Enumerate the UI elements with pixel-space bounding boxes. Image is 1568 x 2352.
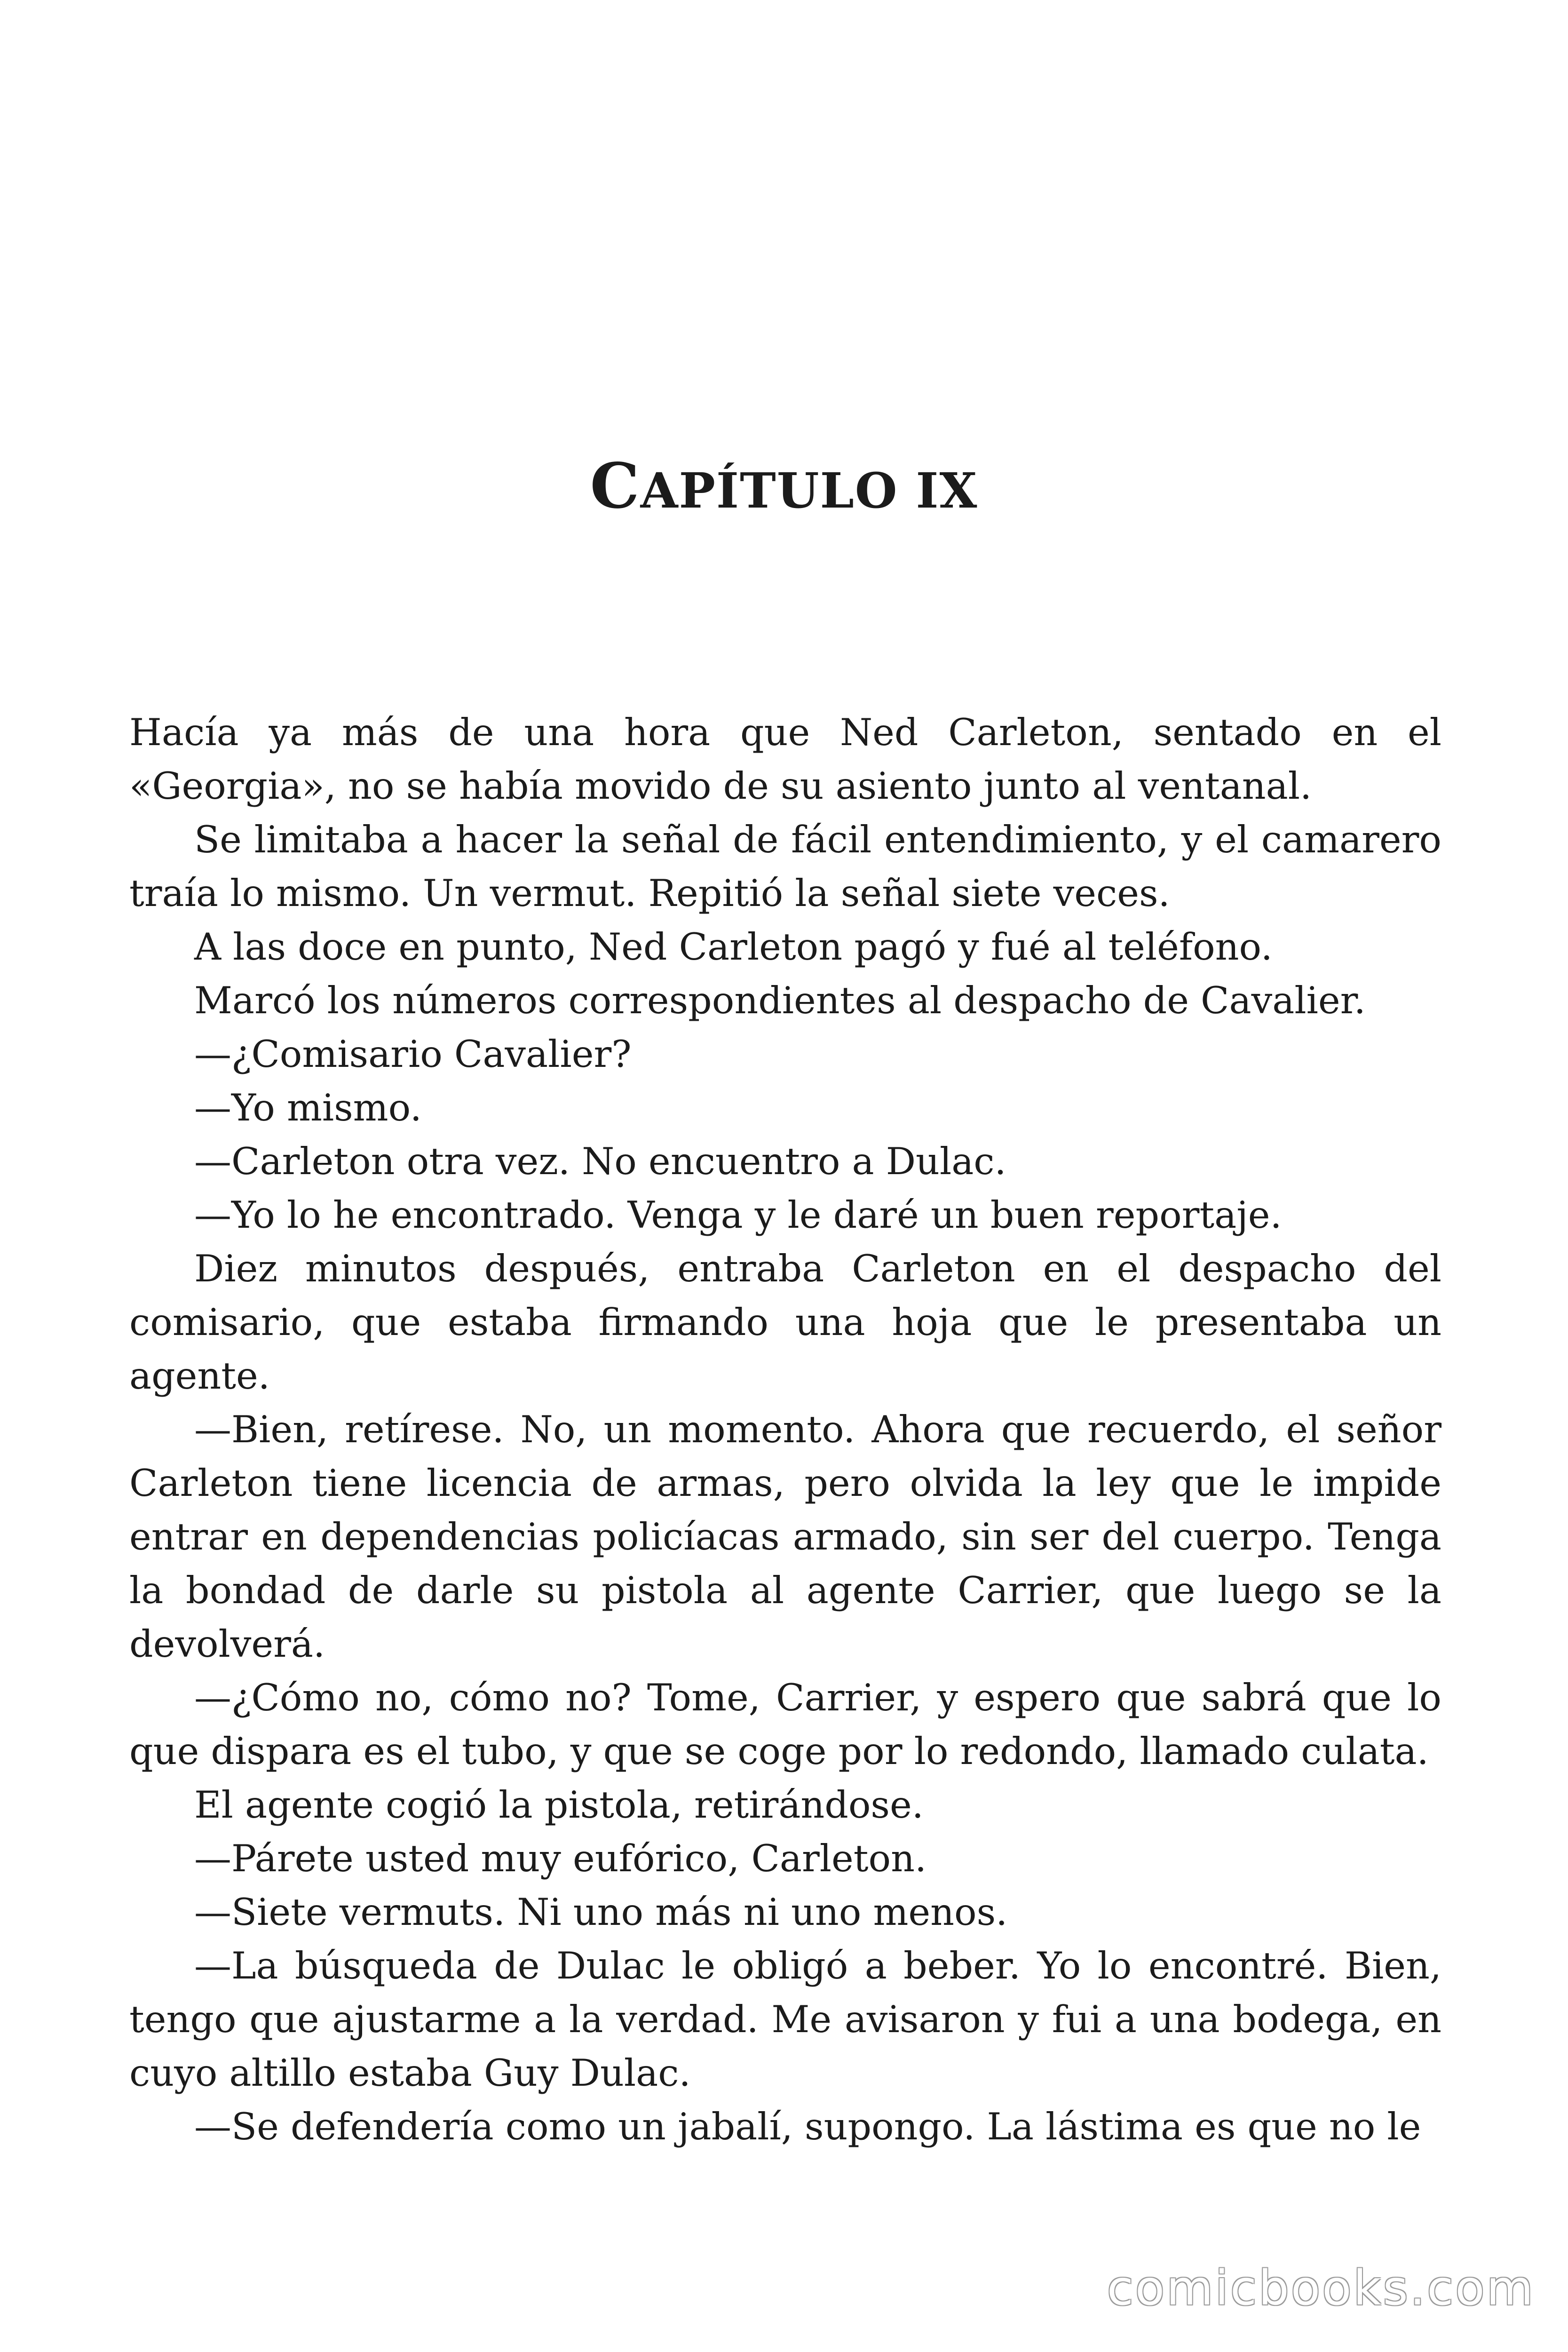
dialogue-line: —¿Cómo no, cómo no? Tome, Carrier, y espero que sabrá que lo que dispara es el tubo, y que se coge por lo redondo, llamado culata. — [129, 1676, 1441, 1773]
paragraph: A las doce en punto, Ned Carleton pagó y fué al teléfono. — [194, 925, 1273, 969]
chapter-body — [129, 706, 1441, 2153]
paragraph: Hacía ya más de una hora que Ned Carleton, sentado en el «Georgia», no se había movido de su asiento junto al ventanal. — [129, 711, 1441, 808]
dialogue-line: —Párete usted muy eufórico, Carleton. — [194, 1837, 927, 1880]
chapter-title-cap: C — [590, 450, 641, 523]
dialogue-line: —Yo lo he encontrado. Venga y le daré un buen reportaje. — [194, 1193, 1282, 1237]
dialogue-line: —Siete vermuts. Ni uno más ni uno menos. — [194, 1891, 1008, 1934]
dialogue-line: —Bien, retírese. No, un momento. Ahora que recuerdo, el señor Carleton tiene licencia de armas, pero olvida la ley que le impide entrar en dependencias policíacas armado, sin ser del cuerpo. Tenga la bondad de darle su pistola al agente Carrier, que luego se la devolverá. — [129, 1408, 1441, 1666]
dialogue-line: —Se defendería como un jabalí, supongo. La lástima es que no le — [194, 2105, 1421, 2148]
paragraph: El agente cogió la pistola, retirándose. — [194, 1783, 924, 1827]
dialogue-line: —Yo mismo. — [194, 1086, 422, 1129]
watermark: comicbooks.com — [1107, 2260, 1535, 2316]
chapter-title — [0, 449, 1568, 524]
dialogue-line: —¿Comisario Cavalier? — [194, 1033, 632, 1076]
chapter-title-rest: APÍTULO IX — [640, 462, 978, 519]
paragraph: Diez minutos después, entraba Carleton en el despacho del comisario, que estaba firmando una hoja que le presentaba un agente. — [129, 1247, 1441, 1398]
paragraph: Se limitaba a hacer la señal de fácil entendimiento, y el camarero traía lo mismo. Un vermut. Repitió la señal siete veces. — [129, 818, 1441, 915]
dialogue-line: —Carleton otra vez. No encuentro a Dulac. — [194, 1140, 1006, 1183]
paragraph: Marcó los números correspondientes al despacho de Cavalier. — [194, 979, 1366, 1022]
dialogue-line: —La búsqueda de Dulac le obligó a beber. Yo lo encontré. Bien, tengo que ajustarme a la verdad. Me avisaron y fui a una bodega, en cuyo altillo estaba Guy Dulac. — [129, 1944, 1441, 2095]
